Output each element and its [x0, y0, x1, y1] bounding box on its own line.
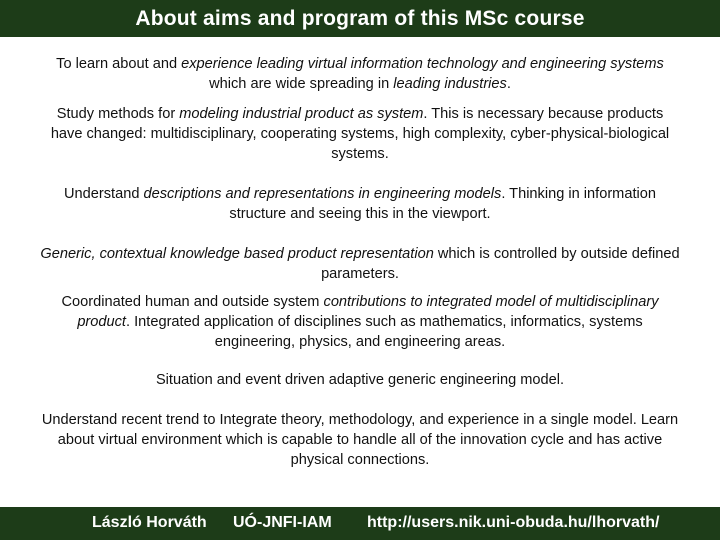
text-segment: Understand	[64, 186, 144, 202]
text-segment: To learn about and	[56, 56, 182, 72]
aim-paragraph-4	[40, 244, 680, 284]
footer-bar	[0, 507, 720, 540]
text-segment-italic: modeling industrial product as system	[179, 106, 424, 122]
text-segment-italic: experience leading virtual information technology and engineering systems	[181, 56, 664, 72]
aim-paragraph-3	[40, 184, 680, 224]
aim-paragraph-1	[40, 54, 680, 94]
page-title: About aims and program of this MSc course	[135, 6, 585, 30]
text-segment-italic: leading industries	[393, 76, 507, 92]
text-segment: Understand recent trend to Integrate theory, methodology, and experience in a single model. Learn about virtual environment which is capable to handle all of the innovation cycle and has active physical connections.	[41, 412, 679, 468]
text-segment-italic: Generic, contextual knowledge based product representation	[40, 246, 434, 262]
text-segment-italic: contributions to integrated model of multidisciplinary product	[77, 294, 659, 330]
title-bar	[0, 0, 720, 37]
aim-paragraph-2	[40, 104, 680, 164]
aim-paragraph-5	[40, 292, 680, 352]
text-segment: which are wide spreading in	[209, 76, 394, 92]
text-segment: . This is necessary because products have changed: multidisciplinary, cooperating systems, high complexity, cyber-physical-biological systems.	[50, 106, 670, 162]
text-segment: Study methods for	[56, 106, 180, 122]
text-segment: . Thinking in information structure and seeing this in the viewport.	[229, 186, 656, 222]
text-segment-italic: descriptions and representations in engineering models	[143, 186, 502, 202]
text-segment: . Integrated application of disciplines such as mathematics, informatics, systems engineering, physics, and engineering areas.	[126, 314, 643, 350]
text-segment: Coordinated human and outside system	[61, 294, 324, 310]
footer-url-link[interactable]: http://users.nik.uni-obuda.hu/lhorvath/	[367, 514, 660, 531]
aim-paragraph-7	[40, 410, 680, 470]
aim-paragraph-6	[40, 370, 680, 390]
footer-author: László Horváth	[92, 514, 207, 531]
footer-institute: UÓ-JNFI-IAM	[233, 514, 332, 531]
text-segment: which is controlled by outside defined parameters.	[321, 246, 680, 282]
text-segment: Situation and event driven adaptive generic engineering model.	[155, 372, 565, 388]
text-segment: .	[506, 76, 511, 92]
